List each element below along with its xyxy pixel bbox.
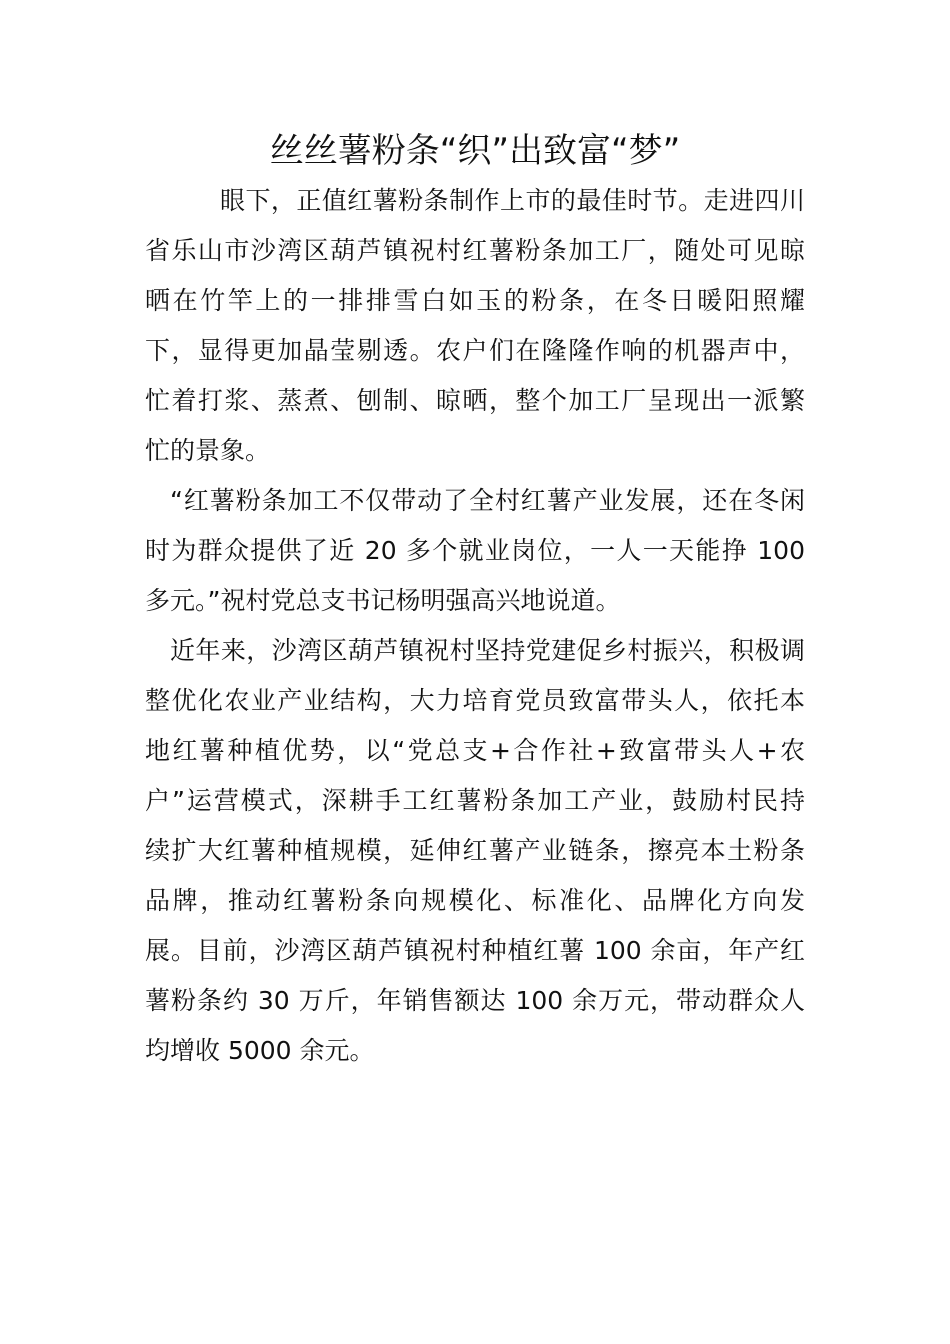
paragraph-line: 户”运营模式，深耕手工红薯粉条加工产业，鼓励村民持	[145, 786, 805, 815]
paragraph-line: 忙的景象。	[145, 436, 271, 465]
article-body	[145, 176, 805, 1076]
paragraph-line: 省乐山市沙湾区葫芦镇祝村红薯粉条加工厂，随处可见晾	[145, 236, 805, 265]
paragraph-line: 多元。”祝村党总支书记杨明强高兴地说道。	[145, 586, 621, 615]
paragraph-line: 地红薯种植优势，以“党总支+合作社+致富带头人+农	[145, 736, 805, 765]
paragraph-line: 均增收 5000 余元。	[145, 1036, 375, 1065]
paragraph-line: 续扩大红薯种植规模，延伸红薯产业链条，擦亮本土粉条	[145, 836, 805, 865]
paragraph-line: “红薯粉条加工不仅带动了全村红薯产业发展，还在冬闲	[170, 486, 805, 515]
paragraph-line: 品牌，推动红薯粉条向规模化、标准化、品牌化方向发	[145, 886, 805, 915]
paragraph-line: 晒在竹竿上的一排排雪白如玉的粉条，在冬日暖阳照耀	[145, 286, 805, 315]
paragraph-line: 近年来，沙湾区葫芦镇祝村坚持党建促乡村振兴，积极调	[170, 636, 805, 665]
paragraph-line: 整优化农业产业结构，大力培育党员致富带头人，依托本	[145, 686, 805, 715]
article-title: 丝丝薯粉条“织”出致富“梦”	[269, 131, 681, 171]
paragraph-line: 忙着打浆、蒸煮、刨制、晾晒，整个加工厂呈现出一派繁	[145, 386, 805, 415]
paragraph-line: 展。目前，沙湾区葫芦镇祝村种植红薯 100 余亩，年产红	[145, 936, 805, 965]
paragraph-line: 时为群众提供了近 20 多个就业岗位，一人一天能挣 100	[145, 536, 805, 565]
paragraph-line: 薯粉条约 30 万斤，年销售额达 100 余万元，带动群众人	[145, 986, 805, 1015]
paragraph-line: 眼下，正值红薯粉条制作上市的最佳时节。走进四川	[220, 186, 805, 215]
paragraph-line: 下，显得更加晶莹剔透。农户们在隆隆作响的机器声中，	[145, 336, 805, 365]
